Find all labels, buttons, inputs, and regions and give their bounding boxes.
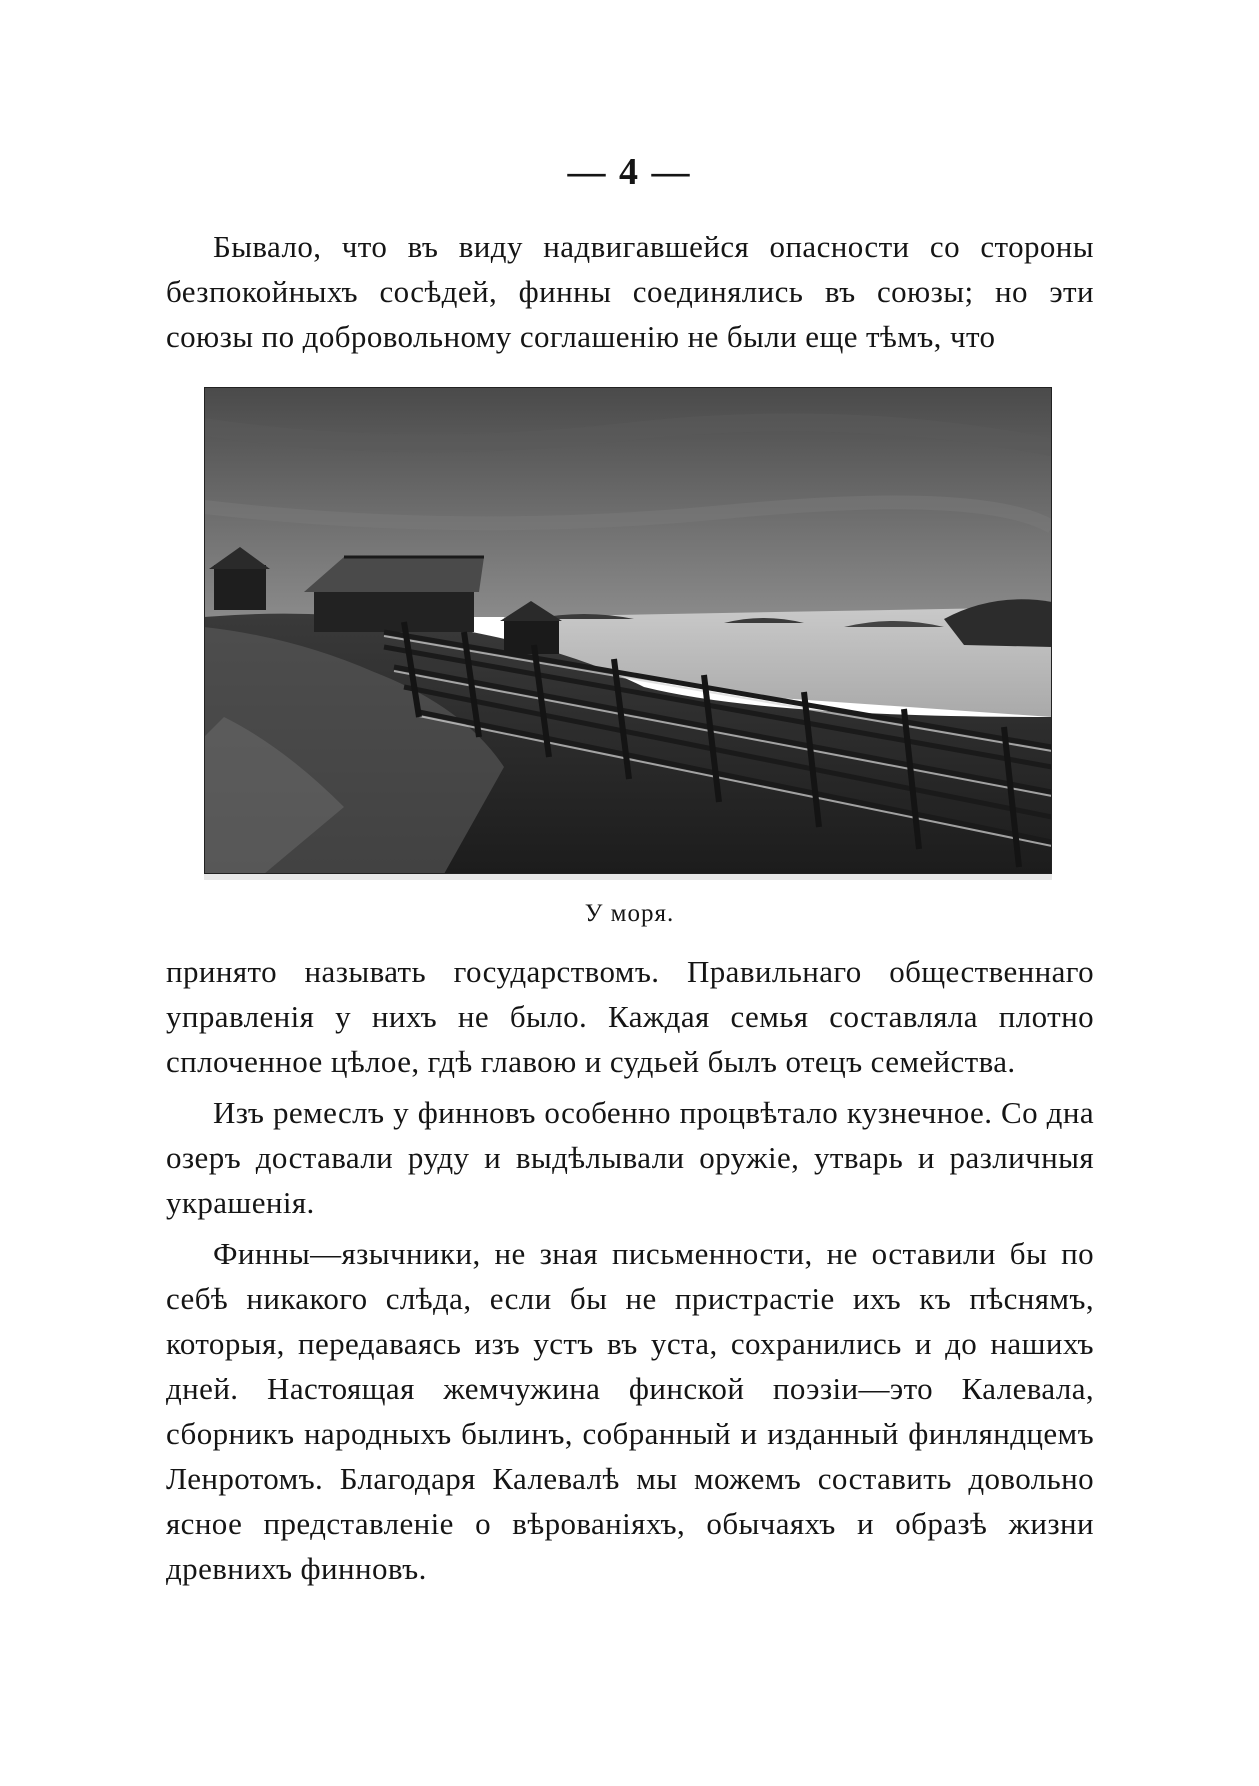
figure-caption: У моря. — [584, 900, 675, 927]
page-number: — 4 — — [567, 151, 692, 193]
text-block-top — [166, 224, 1094, 359]
paragraph: Изъ ремеслъ у финновъ особенно процвѣтало кузнечное. Со дна озеръ доставали руду и выдѣлывали оружіе, утварь и различныя украшенія. — [166, 1095, 1094, 1220]
paragraph: Бывало, что въ виду надвигавшейся опасности со стороны безпокойныхъ сосѣдей, финны соединялись въ союзы; но эти союзы по добровольному соглашенію не были еще тѣмъ, что — [166, 229, 1094, 354]
figure-photo-seashore — [204, 387, 1052, 880]
paragraph: принято называть государствомъ. Правильнаго общественнаго управленія у нихъ не было. Каждая семья составляла плотно сплоченное цѣлое, гдѣ главою и судьей былъ отецъ семейства. — [166, 954, 1094, 1079]
text-block-bottom — [166, 949, 1094, 1591]
paragraph: Финны—язычники, не зная письменности, не оставили бы по себѣ никакого слѣда, если бы не пристрастіе ихъ къ пѣснямъ, которыя, передаваясь изъ устъ въ уста, сохранились и до нашихъ дней. Настоящая жемчужина финской поэзіи—это Калевала, сборникъ народныхъ былинъ, собранный и изданный финляндцемъ Ленротомъ. Благодаря Калевалѣ мы можемъ составить довольно ясное представленіе о вѣрованіяхъ, обычаяхъ и образѣ жизни древнихъ финновъ. — [166, 1236, 1094, 1586]
